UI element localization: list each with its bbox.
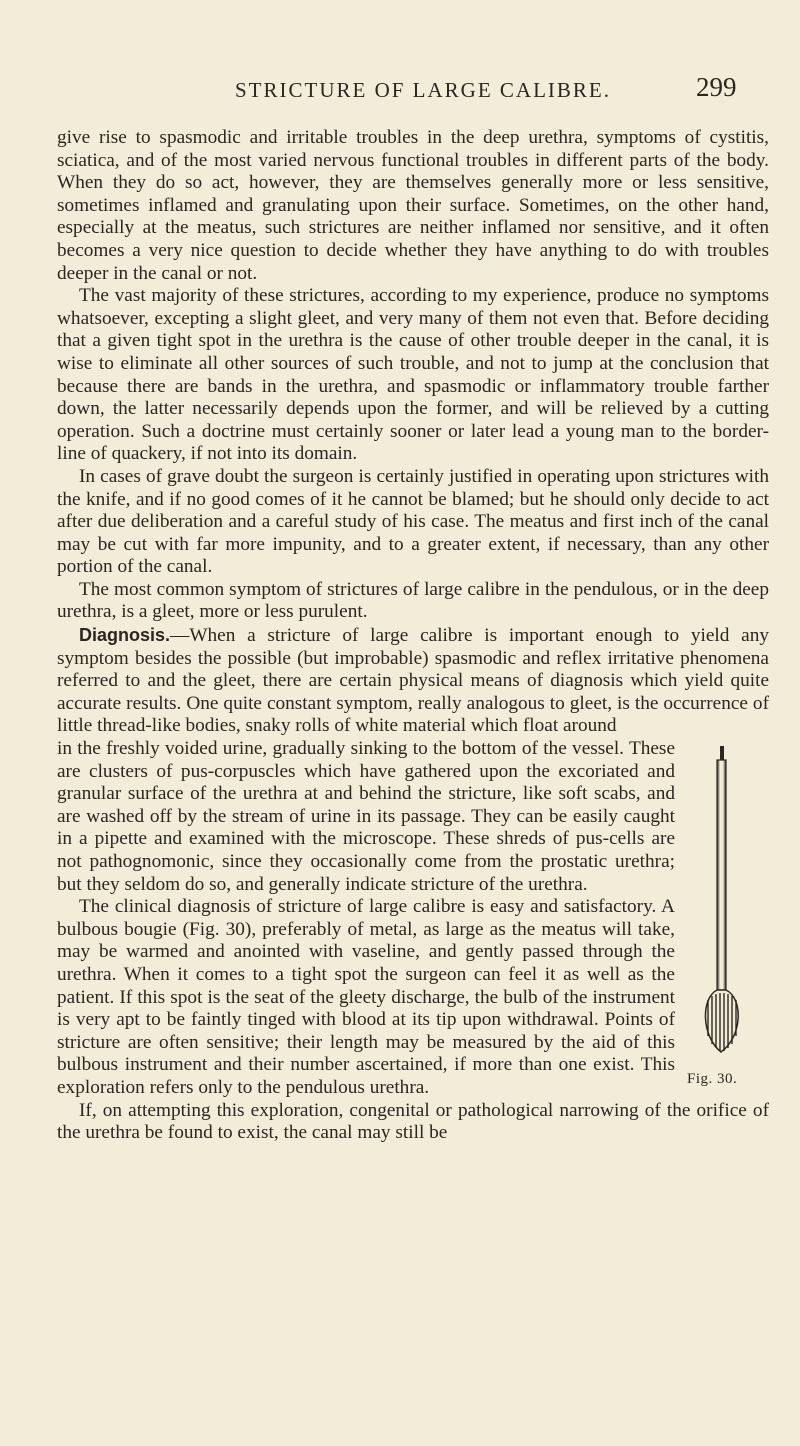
final-paragraph: If, on attempting this exploration, congenital or pathological narrowing of the orifice of the urethra be found to exist, the canal may still be: [57, 1099, 769, 1144]
diagnosis-paragraph: [57, 624, 769, 738]
figure-30: [681, 746, 769, 1091]
body-text: [57, 127, 769, 1145]
clinical-paragraph: The clinical diagnosis of stricture of large calibre is easy and satisfactory. A bulbous bougie (Fig. 30), preferably of metal, as large as the meatus will take, may be warmed and anointed with vaseline, and gently passed through the urethra. When it comes to a tight spot the surgeon can feel it as well as the patient. If this spot is the seat of the gleety discharge, the bulb of the instrument is very apt to be faintly tinged with blood at its tip upon withdrawal. Points of stricture are often sensitive; their length may be measured by the aid of this bulbous instrument and their number ascertained, if more than one exist. This exploration refers only to the pendulous urethra.: [57, 896, 675, 1098]
paragraph: The most common symptom of strictures of large calibre in the pendulous, or in the deep urethra, is a gleet, more or less purulent.: [57, 578, 769, 623]
paragraph: The vast majority of these strictures, according to my experience, produce no symptoms whatsoever, excepting a slight gleet, and very many of them not even that. Before deciding that a given tight spot in the urethra is the cause of other trouble deeper in the canal, it is wise to eliminate all other sources of such trouble, and not to jump at the conclusion that because there are bands in the urethra, and spasmodic or inflammatory trouble farther down, the latter necessarily depends upon the former, and will be relieved by a cutting operation. Such a doctrine must certainly sooner or later lead a young man to the border-line of quackery, if not into its domain.: [57, 285, 769, 465]
bulbous-bougie-icon: [699, 746, 747, 1061]
diagnosis-text: —When a stricture of large calibre is important enough to yield any symptom besides the possible (but improbable) spasmodic and reflex irritative phenomena referred to and the gleet, there are certain physical means of diagnosis which yield quite accurate results. One quite constant symptom, really analogous to gleet, is the occurrence of little thread-like bodies, snaky rolls of white material which float around: [57, 625, 769, 737]
figure-caption: Fig. 30.: [687, 1071, 738, 1088]
page-number: 299: [696, 72, 737, 102]
paragraph: give rise to spasmodic and irritable troubles in the deep urethra, symptoms of cystitis, sciatica, and of the most varied nervous functional troubles in different parts of the body. When they do so act, however, they are themselves generally more or less sensitive, sometimes inflamed and granulating upon their surface. Sometimes, on the other hand, especially at the meatus, such strictures are neither inflamed nor sensitive, and it often becomes a very nice question to decide whether they have anything to do with troubles deeper in the canal or not.: [57, 127, 769, 284]
running-title: STRICTURE OF LARGE CALIBRE.: [235, 78, 612, 102]
paragraph: In cases of grave doubt the surgeon is certainly justified in operating upon strictures with the knife, and if no good comes of it he cannot be blamed; but he should only decide to act after due deliberation and a careful study of his case. The meatus and first inch of the canal may be cut with far more impunity, and to a greater extent, if necessary, than any other portion of the canal.: [57, 465, 769, 578]
diagnosis-continuation: in the freshly voided urine, gradually sinking to the bottom of the vessel. These are clusters of pus-corpuscles which have gathered upon the excoriated and granular surface of the urethra at and behind the stricture, like soft scabs, and are washed off by the stream of urine in its passage. They can be easily caught in a pipette and examined with the microscope. These shreds of pus-cells are not pathognomonic, since they occasionally come from the prostatic urethra; but they seldom do so, and generally indicate stricture of the urethra.: [57, 738, 675, 895]
diagnosis-heading: Diagnosis.: [79, 625, 171, 646]
running-head: [0, 72, 800, 112]
